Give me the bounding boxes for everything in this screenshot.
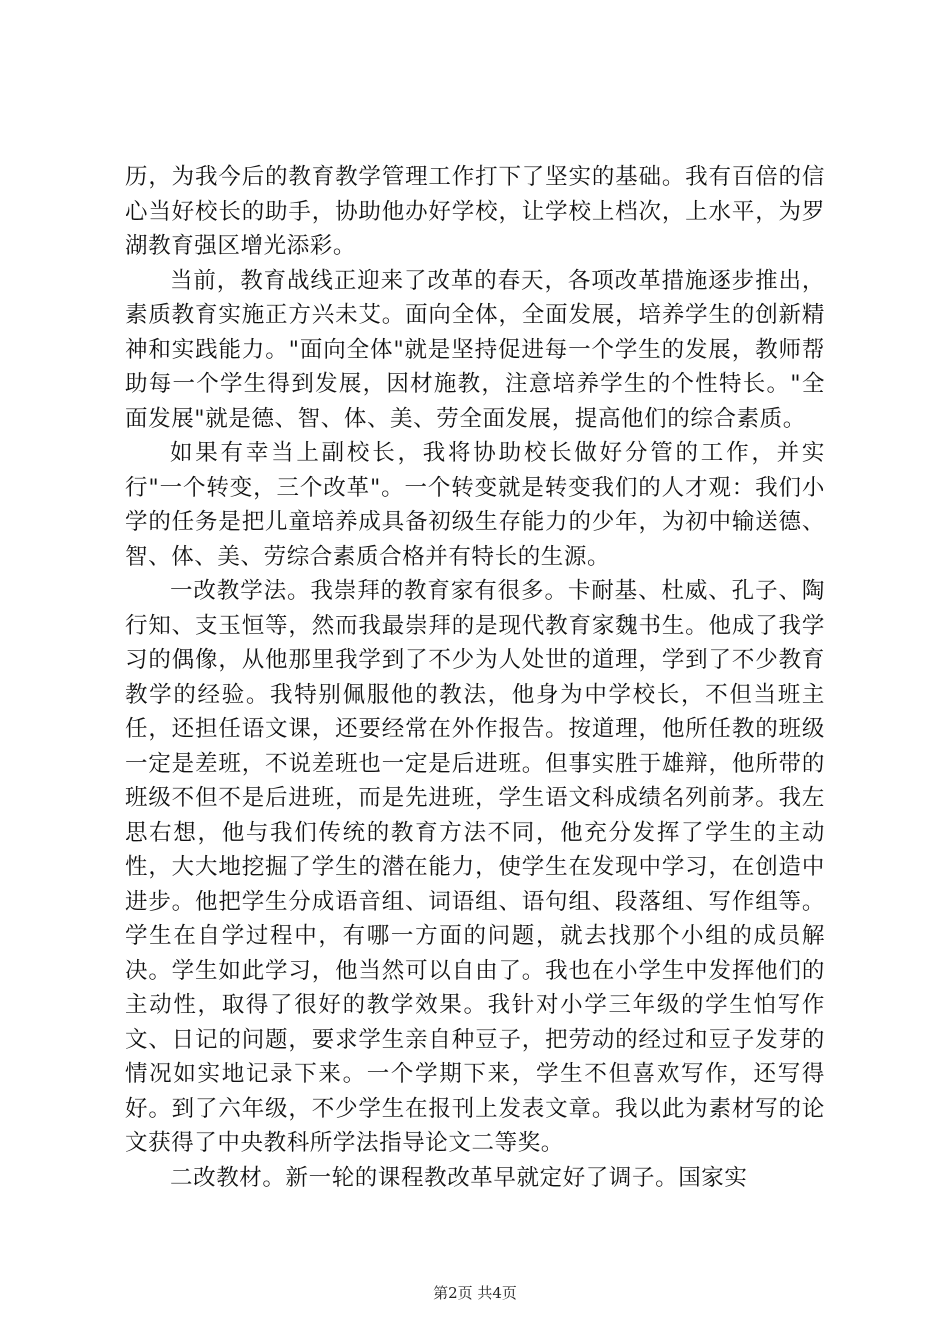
paragraph-2: 当前，教育战线正迎来了改革的春天，各项改革措施逐步推出，素质教育实施正方兴未艾。面向全体，全面发展，培养学生的创新精神和实践能力。"面向全体"就是坚持促进每一个学生的发展，教师帮助每一个学生得到发展，因材施教，注意培养学生的个性特长。"全面发展"就是德、智、体、美、劳全面发展，提高他们的综合素质。 bbox=[125, 267, 825, 432]
document-body bbox=[125, 160, 825, 1195]
paragraph-3: 如果有幸当上副校长，我将协助校长做好分管的工作，并实行"一个转变，三个改革"。一个转变就是转变我们的人才观：我们小学的任务是把儿童培养成具备初级生存能力的少年，为初中输送德、智、体、美、劳综合素质合格并有特长的生源。 bbox=[125, 440, 825, 570]
paragraph-5: 二改教材。新一轮的课程教改革早就定好了调子。国家实 bbox=[170, 1164, 748, 1191]
page-number-footer: 第2页 共4页 bbox=[433, 1284, 517, 1302]
paragraph-1: 历，为我今后的教育教学管理工作打下了坚实的基础。我有百倍的信心当好校长的助手，协助他办好学校，让学校上档次，上水平，为罗湖教育强区增光添彩。 bbox=[125, 164, 825, 259]
paragraph-4: 一改教学法。我崇拜的教育家有很多。卡耐基、杜威、孔子、陶行知、支玉恒等，然而我最崇拜的是现代教育家魏书生。他成了我学习的偶像，从他那里我学到了不少为人处世的道理，学到了不少教育教学的经验。我特别佩服他的教法，他身为中学校长，不但当班主任，还担任语文课，还要经常在外作报告。按道理，他所任教的班级一定是差班，不说差班也一定是后进班。但事实胜于雄辩，他所带的班级不但不是后进班，而是先进班，学生语文科成绩名列前茅。我左思右想，他与我们传统的教育方法不同，他充分发挥了学生的主动性，大大地挖掘了学生的潜在能力，使学生在发现中学习，在创造中进步。他把学生分成语音组、词语组、语句组、段落组、写作组等。学生在自学过程中，有哪一方面的问题，就去找那个小组的成员解决。学生如此学习，他当然可以自由了。我也在小学生中发挥他们的主动性，取得了很好的教学效果。我针对小学三年级的学生怕写作文、日记的问题，要求学生亲自种豆子，把劳动的经过和豆子发芽的情况如实地记录下来。一个学期下来，学生不但喜欢写作，还写得好。到了六年级，不少学生在报刊上发表文章。我以此为素材写的论文获得了中央教科所学法指导论文二等奖。 bbox=[125, 578, 825, 1156]
